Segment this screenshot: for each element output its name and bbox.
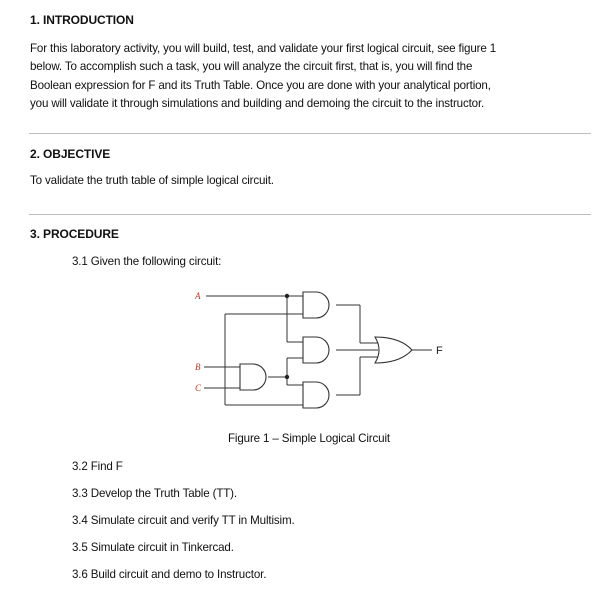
output-f-label: F bbox=[436, 345, 443, 357]
procedure-step: 3.6 Build circuit and demo to Instructor. bbox=[72, 568, 267, 581]
input-c-label: C bbox=[195, 383, 202, 393]
introduction-line: Boolean expression for F and its Truth Table. Once you are done with your analytical portion, bbox=[30, 78, 491, 92]
introduction-heading: 1. INTRODUCTION bbox=[30, 13, 134, 27]
or-gate-final bbox=[375, 337, 412, 363]
procedure-step: 3.4 Simulate circuit and verify TT in Multisim. bbox=[72, 514, 295, 527]
procedure-step-3-1: 3.1 Given the following circuit: bbox=[72, 255, 222, 268]
objective-text: To validate the truth table of simple logical circuit. bbox=[30, 174, 274, 187]
procedure-step: 3.5 Simulate circuit in Tinkercad. bbox=[72, 541, 234, 554]
procedure-step: 3.3 Develop the Truth Table (TT). bbox=[72, 487, 237, 500]
introduction-line: For this laboratory activity, you will build, test, and validate your first logical circuit, see figure 1 bbox=[30, 42, 497, 55]
and-gate-4 bbox=[303, 382, 329, 408]
introduction-line: you will validate it through simulations and building and demoing the circuit to the instructor. bbox=[30, 96, 485, 110]
input-a-label: A bbox=[195, 291, 201, 301]
and-gate-1 bbox=[303, 292, 329, 318]
objective-heading: 2. OBJECTIVE bbox=[30, 147, 111, 161]
and-gate-3 bbox=[240, 364, 266, 390]
procedure-heading: 3. PROCEDURE bbox=[30, 227, 119, 241]
procedure-step: 3.2 Find F bbox=[72, 460, 123, 473]
and-gate-2 bbox=[303, 337, 329, 363]
input-b-label: B bbox=[195, 362, 201, 372]
introduction-line: below. To accomplish such a task, you will analyze the circuit first, that is, you will find the bbox=[30, 60, 473, 74]
junction-dot bbox=[285, 375, 289, 379]
junction-dot bbox=[285, 294, 289, 298]
figure-caption: Figure 1 – Simple Logical Circuit bbox=[228, 432, 390, 445]
